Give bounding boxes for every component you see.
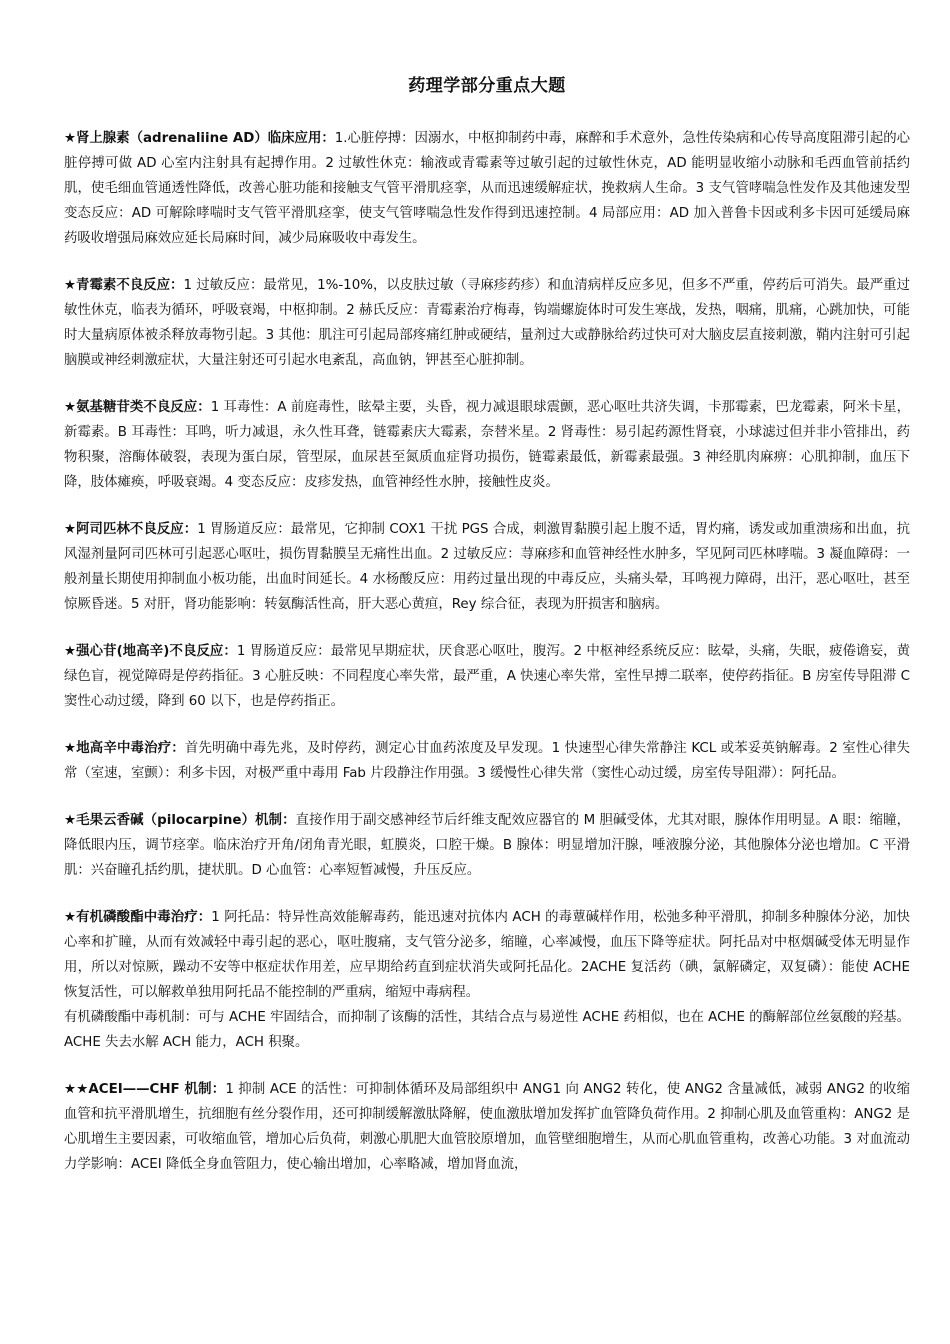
section-heading: ★青霉素不良反应： (64, 278, 184, 293)
section-body: 1 过敏反应：最常见，1%-10%，以皮肤过敏（寻麻疹药疹）和血清病样反应多见，但多不严重，停药后可消失。最严重过敏性休克，临表为循环，呼吸衰竭，中枢抑制。2 赫氏反应：青霉素治疗梅毒，钩端螺旋体时可发生寒战，发热，咽痛，肌痛，心跳加快，可能时大量病原体被杀释放毒物引起。3 其他：肌注可引起局部疼痛红肿或硬结，量剂过大或静脉给药过快可对大脑皮层直接刺激，鞘内注射可引起脑膜或神经刺激症状，大量注射还可引起水电紊乱，高血钠，钾甚至心脏抑制。 (64, 278, 910, 368)
section-body: 1.心脏停搏：因溺水，中枢抑制药中毒，麻醉和手术意外，急性传染病和心传导高度阻滞引起的心脏停搏可做 AD 心室内注射具有起搏作用。2 过敏性休克：输液或青霉素等过敏引起的过敏性休克，AD 能明显收缩小动脉和毛西血管前括约肌，使毛细血管通透性降低，改善心脏功能和接触支气管平滑肌痉挛，从而迅速缓解症状，挽救病人生命。3 支气管哮喘急性发作及其他速发型变态反应：AD 可解除哮喘时支气管平滑肌痉挛，使支气管哮喘急性发作得到迅速控制。4 局部应用：AD 加入普鲁卡因或利多卡因可延缓局麻药吸收增强局麻效应延长局麻时间，减少局麻吸收中毒发生。 (64, 131, 910, 246)
section-penicillin (64, 273, 910, 373)
document-title: 药理学部分重点大题 (408, 76, 566, 96)
section-paragraph (64, 126, 910, 251)
section-paragraph: 有机磷酸酯中毒机制：可与 ACHE 牢固结合，而抑制了该酶的活性，其结合点与易逆性 ACHE 药相似，也在 ACHE 的酶解部位丝氨酸的羟基。ACHE 失去水解 ACH 能力，ACH 积聚。 (64, 1010, 910, 1050)
section-aspirin (64, 517, 910, 617)
section-paragraph (64, 736, 910, 786)
section-paragraph (64, 639, 910, 714)
section-body: 首先明确中毒先兆，及时停药，测定心甘血药浓度及早发现。1 快速型心律失常静注 KCL 或苯妥英钠解毒。2 室性心律失常（室速，室颤）：利多卡因，对极严重中毒用 Fab 片段静注作用强。3 缓慢性心律失常（窦性心动过缓，房室传导阻滞）：阿托品。 (64, 741, 910, 781)
section-body: 1 阿托品：特异性高效能解毒药，能迅速对抗体内 ACH 的毒蕈碱样作用，松弛多种平滑肌，抑制多种腺体分泌，加快心率和扩瞳，从而有效减轻中毒引起的恶心，呕吐腹痛，支气管分泌多，缩瞳，心率减慢，血压下降等症状。阿托品对中枢烟碱受体无明显作用，所以对惊厥，躁动不安等中枢症状作用差，应早期给药直到症状消失或阿托品化。2ACHE 复活药（碘，氯解磷定，双复磷）：能使 ACHE 恢复活性，可以解救单独用阿托品不能控制的严重病，缩短中毒病程。 (64, 910, 910, 1000)
section-aminoglycosides (64, 395, 910, 495)
section-body: 直接作用于副交感神经节后纤维支配效应器官的 M 胆碱受体，尤其对眼，腺体作用明显。A 眼：缩瞳，降低眼内压，调节痉挛。临床治疗开角/闭角青光眼，虹膜炎，口腔干燥。B 腺体：明显增加汗腺，唾液腺分泌，其他腺体分泌也增加。C 平滑肌：兴奋瞳孔括约肌，捷状肌。D 心血管：心率短暂减慢，升压反应。 (64, 813, 910, 878)
section-heading: ★肾上腺素（adrenaliine AD）临床应用： (64, 131, 335, 146)
section-adrenaline (64, 126, 910, 251)
section-digoxin-poisoning (64, 736, 910, 786)
section-heading: ★阿司匹林不良反应： (64, 522, 198, 537)
section-paragraph (64, 517, 910, 617)
section-body: 1 抑制 ACE 的活性：可抑制体循环及局部组织中 ANG1 向 ANG2 转化，使 ANG2 含量减低，减弱 ANG2 的收缩血管和抗平滑肌增生，抗细胞有丝分裂作用，还可抑制缓解激肽降解，使血激肽增加发挥扩血管降负荷作用。2 抑制心肌及血管重构：ANG2 是心肌增生主要因素，可收缩血管，增加心后负荷，刺激心肌肥大血管胶原增加，血管壁细胞增生，从而心肌血管重构，改善心功能。3 对血流动力学影响：ACEI 降低全身血管阻力，使心输出增加，心率略减，增加肾血流， (64, 1082, 910, 1172)
section-body: 1 耳毒性：A 前庭毒性，眩晕主要，头昏，视力减退眼球震颤，恶心呕吐共济失调，卡那霉素，巴龙霉素，阿米卡星，新霉素。B 耳毒性：耳鸣，听力减退，永久性耳聋，链霉素庆大霉素，奈替米星。2 肾毒性：易引起药源性肾衰，小球滤过但并非小管排出，药物积聚，溶酶体破裂，表现为蛋白尿，管型尿，血尿甚至氮质血症肾功损伤，链霉素最低，新霉素最强。3 神经肌肉麻痹：心肌抑制，血压下降，肢体瘫痪，呼吸衰竭。4 变态反应：皮疹发热，血管神经性水肿，接触性皮炎。 (64, 400, 910, 490)
section-organophosphate (64, 905, 910, 1055)
section-cardiac-glycosides (64, 639, 910, 714)
section-pilocarpine (64, 808, 910, 883)
section-acei-chf (64, 1077, 910, 1177)
section-paragraph (64, 808, 910, 883)
section-heading: ★有机磷酸酯中毒治疗： (64, 910, 212, 925)
section-heading: ★地高辛中毒治疗： (64, 741, 185, 756)
section-paragraph (64, 395, 910, 495)
section-body: 1 胃肠道反应：最常见，它抑制 COX1 干扰 PGS 合成，刺激胃黏膜引起上腹不适，胃灼痛，诱发或加重溃疡和出血，抗风湿剂量阿司匹林可引起恶心呕吐，损伤胃黏膜呈无痛性出血。2 过敏反应：荨麻疹和血管神经性水肿多，罕见阿司匹林哮喘。3 凝血障碍：一般剂量长期使用抑制血小板功能，出血时间延长。4 水杨酸反应：用药过量出现的中毒反应，头痛头晕，耳鸣视力障碍，出汗，恶心呕吐，甚至惊厥昏迷。5 对肝，肾功能影响：转氨酶活性高，肝大恶心黄疸，Rey 综合征，表现为肝损害和脑病。 (64, 522, 910, 612)
section-body: 1 胃肠道反应：最常见早期症状，厌食恶心呕吐，腹泻。2 中枢神经系统反应：眩晕，头痛，失眠，疲倦谵妄，黄绿色盲，视觉障碍是停药指征。3 心脏反映：不同程度心率失常，最严重，A 快速心率失常，室性早搏二联率，使停药指征。B 房室传导阻滞 C 窦性心动过缓，降到 60 以下，也是停药指正。 (64, 644, 910, 709)
section-paragraph (64, 273, 910, 373)
section-heading: ★氨基糖苷类不良反应： (64, 400, 211, 415)
section-heading: ★★ACEI——CHF 机制： (64, 1082, 226, 1097)
section-heading: ★强心苷(地高辛)不良反应： (64, 644, 237, 659)
section-heading: ★毛果云香碱（pilocarpine）机制： (64, 813, 296, 828)
section-paragraph (64, 905, 910, 1005)
section-paragraph (64, 1077, 910, 1177)
